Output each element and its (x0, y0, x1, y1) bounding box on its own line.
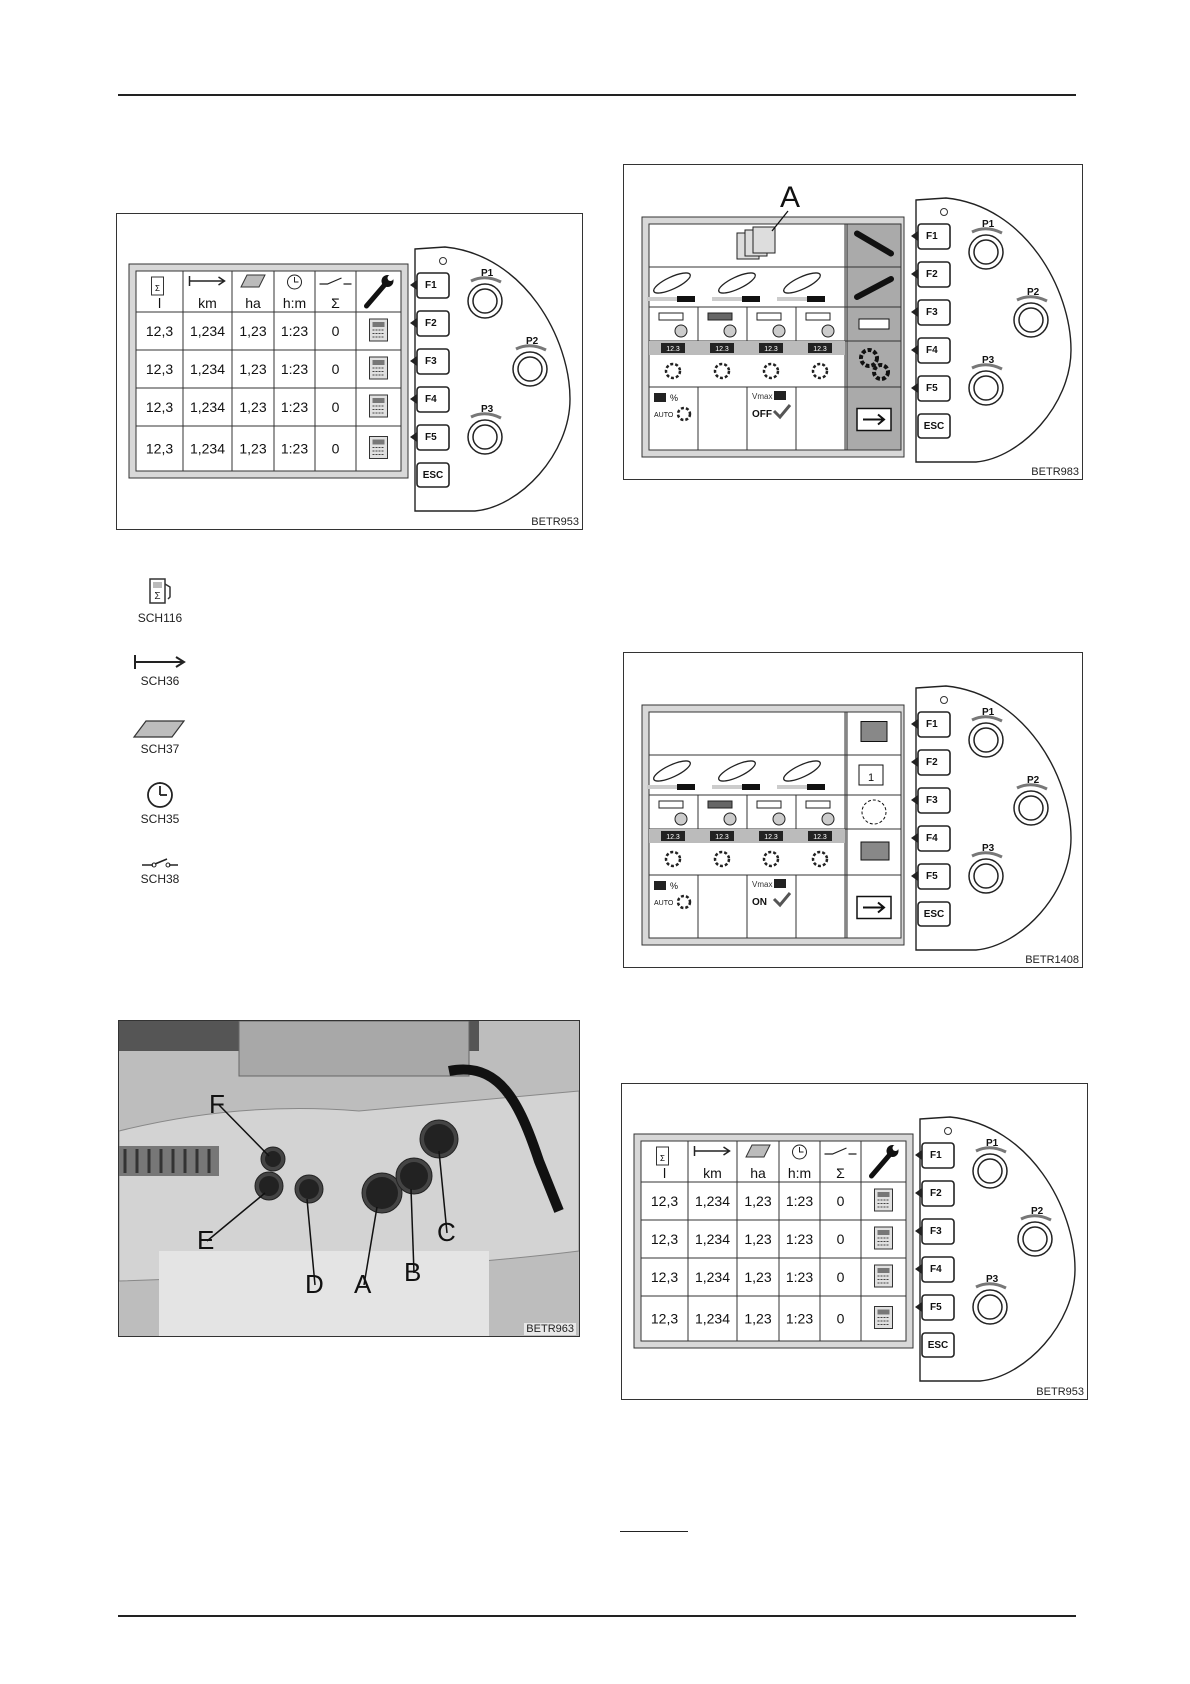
unit-label: l (662, 1165, 667, 1181)
table-cell: 1,234 (189, 440, 226, 457)
preset-label: P2 (526, 336, 539, 347)
table-cell: 0 (331, 440, 340, 457)
status-led (941, 209, 948, 216)
table-cell: 12,3 (650, 1269, 679, 1285)
key-pointer-icon (911, 345, 918, 355)
percent-label: % (670, 881, 679, 891)
trip-table-diagram (117, 214, 582, 529)
table-cell: 1,23 (239, 323, 267, 339)
keypad (911, 686, 1071, 950)
unit-label: ha (750, 1165, 766, 1181)
preset-label: P3 (982, 843, 995, 854)
level-track (777, 297, 807, 301)
knob-inner (473, 425, 497, 449)
sensor-icon (859, 319, 889, 329)
lower-panel (159, 1251, 489, 1336)
table-cell: 1,23 (744, 1310, 772, 1327)
vmax-label: Vmax (752, 880, 773, 889)
esc-key[interactable] (417, 463, 449, 487)
table-cell: 12,3 (145, 399, 174, 415)
value-chip (654, 393, 666, 402)
value-chip (774, 879, 786, 888)
knob-inner (974, 728, 998, 752)
footer-rule (118, 1615, 1076, 1617)
knob-inner (974, 376, 998, 400)
key-label: F5 (926, 383, 938, 394)
sensor-icon (708, 313, 732, 320)
key-pointer-icon (915, 1150, 922, 1160)
unit-label: l (157, 295, 162, 311)
key-pointer-icon (911, 383, 918, 393)
legend-item-sch37 (125, 718, 195, 756)
level-bar (807, 296, 825, 302)
value-text: 12.3 (764, 346, 778, 353)
socket-label: A (354, 1269, 372, 1299)
key-label: F1 (425, 280, 437, 291)
unit-label: h:m (282, 295, 307, 311)
svg-text:Σ: Σ (154, 591, 161, 602)
key-pointer-icon (911, 757, 918, 767)
legend-item-sch38 (125, 856, 195, 886)
esc-key[interactable] (918, 902, 950, 926)
table-cell: 1:23 (280, 440, 309, 457)
level-track (647, 297, 677, 301)
gauge-icon (724, 325, 736, 337)
table-cell: 12,3 (145, 440, 174, 457)
calculator-display (373, 440, 385, 445)
gauge-icon (773, 813, 785, 825)
socket-label: F (209, 1089, 225, 1119)
figure-ref: BETR1408 (1025, 954, 1079, 966)
key-label: F4 (930, 1264, 942, 1275)
socket-label: E (197, 1225, 215, 1255)
preset-label: P1 (982, 219, 995, 230)
value-text: 12.3 (715, 834, 729, 841)
area-parallelogram-icon (132, 718, 188, 740)
socket-label: B (404, 1257, 422, 1287)
key-pointer-icon (915, 1226, 922, 1236)
calculator-display (373, 398, 385, 403)
key-label: F2 (926, 269, 938, 280)
value-text: 12.3 (764, 834, 778, 841)
table-cell: 0 (331, 361, 340, 377)
key-label: F3 (930, 1226, 942, 1237)
level-track (712, 297, 742, 301)
screen (641, 1141, 906, 1341)
table-cell: 1,23 (744, 1269, 772, 1285)
key-label: F3 (926, 795, 938, 806)
trip-table-figure-2 (621, 1083, 1088, 1400)
table-cell: 1:23 (785, 1193, 814, 1209)
table-cell: 1:23 (280, 323, 309, 339)
counter-label: 1 (867, 772, 875, 784)
unit-label: Σ (836, 1165, 845, 1181)
unit-label: ha (245, 295, 261, 311)
harvester-icon (861, 722, 887, 742)
legend-code: SCH38 (140, 872, 180, 886)
key-label: F2 (930, 1188, 942, 1199)
preset-label: P2 (1027, 287, 1040, 298)
key-pointer-icon (911, 307, 918, 317)
knob-inner (1019, 796, 1043, 820)
table-cell: 1,23 (744, 1231, 772, 1247)
legend-code: SCH116 (137, 611, 183, 625)
gauge-icon (724, 813, 736, 825)
calculator-display (878, 1192, 890, 1197)
table-cell: 1,234 (189, 361, 226, 377)
keypad (911, 198, 1071, 462)
unit-label: km (703, 1165, 722, 1181)
trip-table-figure (116, 213, 583, 530)
sockets-illustration (119, 1021, 579, 1336)
key-pointer-icon (410, 280, 417, 290)
key-label: ESC (923, 909, 945, 920)
socket-e-inner (259, 1176, 279, 1196)
table-cell: 1,234 (189, 399, 226, 415)
table-cell: 1,23 (744, 1193, 772, 1209)
state-label: ON (752, 897, 767, 908)
preset-label: P1 (481, 268, 494, 279)
table-cell: 1:23 (785, 1231, 814, 1247)
tractor-icon (861, 842, 889, 860)
key-pointer-icon (911, 871, 918, 881)
calculator-display (878, 1230, 890, 1235)
key-label: F5 (425, 432, 437, 443)
legend-code: SCH37 (140, 742, 180, 756)
value-text: 12.3 (666, 346, 680, 353)
key-pointer-icon (915, 1302, 922, 1312)
table-cell: 1,234 (694, 1310, 731, 1327)
knob-inner (974, 240, 998, 264)
table-cell: 12,3 (650, 1231, 679, 1247)
key-label: F5 (926, 871, 938, 882)
trip-table-diagram-2 (622, 1084, 1087, 1399)
legend-item-sch36 (125, 652, 195, 688)
socket-b-inner (400, 1162, 428, 1190)
preset-label: P3 (481, 404, 494, 415)
level-track (647, 785, 677, 789)
table-cell: 1,23 (239, 399, 267, 415)
fuel-sum-icon (145, 575, 175, 609)
percent-label: % (670, 393, 679, 403)
main-menu-figure (623, 164, 1083, 480)
table-cell: 12,3 (650, 1193, 679, 1209)
key-pointer-icon (911, 795, 918, 805)
key-pointer-icon (410, 432, 417, 442)
header-rule (118, 94, 1076, 96)
table-cell: 1:23 (785, 1269, 814, 1285)
key-label: F3 (425, 356, 437, 367)
key-pointer-icon (911, 231, 918, 241)
switch-icon (140, 856, 180, 870)
table-cell: 12,3 (145, 361, 174, 377)
vent-grille (119, 1146, 219, 1176)
figure-ref: BETR953 (1036, 1386, 1084, 1398)
table-cell: 1,23 (239, 361, 267, 377)
level-bar (742, 296, 760, 302)
esc-key[interactable] (922, 1333, 954, 1357)
key-label: F4 (425, 394, 437, 405)
status-led (941, 697, 948, 704)
table-cell: 12,3 (650, 1310, 679, 1327)
table-cell: 1,23 (239, 440, 267, 457)
main-menu-alt-diagram (624, 653, 1082, 967)
table-cell: 0 (836, 1310, 845, 1327)
auto-label: AUTO (654, 900, 674, 907)
preset-label: P3 (986, 1274, 999, 1285)
figure-ref: BETR963 (526, 1323, 574, 1335)
unit-label: km (198, 295, 217, 311)
sensor-icon (757, 801, 781, 808)
legend-item-sch116 (125, 575, 195, 625)
key-pointer-icon (911, 269, 918, 279)
table-cell: 12,3 (145, 323, 174, 339)
socket-c-inner (424, 1124, 454, 1154)
sensor-icon (708, 801, 732, 808)
key-label: F1 (926, 231, 938, 242)
wrench-jaw (893, 1145, 899, 1151)
key-pointer-icon (410, 394, 417, 404)
level-bar (677, 784, 695, 790)
sensor-icon (806, 313, 830, 320)
level-bar (677, 296, 695, 302)
data-sheet-icon (753, 227, 775, 253)
key-pointer-icon (410, 356, 417, 366)
knob-inner (1023, 1227, 1047, 1251)
level-bar (742, 784, 760, 790)
level-track (712, 785, 742, 789)
legend-code: SCH35 (140, 812, 180, 826)
knob-inner (974, 864, 998, 888)
calculator-display (878, 1268, 890, 1273)
table-cell: 0 (836, 1269, 845, 1285)
gauge-icon (675, 325, 687, 337)
wrench-jaw (388, 275, 394, 281)
table-cell: 1:23 (280, 399, 309, 415)
key-pointer-icon (911, 833, 918, 843)
table-cell: 0 (331, 323, 340, 339)
table-cell: 0 (836, 1231, 845, 1247)
key-pointer-icon (915, 1188, 922, 1198)
key-pointer-icon (410, 318, 417, 328)
calculator-display (373, 360, 385, 365)
preset-label: P1 (986, 1138, 999, 1149)
table-cell: 0 (836, 1193, 845, 1209)
legend-code: SCH36 (140, 674, 180, 688)
calculator-display (373, 322, 385, 327)
key-label: F2 (425, 318, 437, 329)
calculator-display (878, 1310, 890, 1315)
key-label: ESC (422, 470, 444, 481)
value-text: 12.3 (715, 346, 729, 353)
knob-inner (1019, 308, 1043, 332)
key-label: F3 (926, 307, 938, 318)
figure-ref: BETR953 (531, 516, 579, 528)
sensor-icon (757, 313, 781, 320)
key-label: ESC (923, 421, 945, 432)
table-cell: 1,234 (694, 1269, 731, 1285)
socket-label: D (305, 1269, 324, 1299)
unit-label: h:m (787, 1165, 812, 1181)
legend-item-sch35 (125, 780, 195, 826)
table-cell: 1,234 (189, 323, 226, 339)
level-bar (807, 784, 825, 790)
key-label: F5 (930, 1302, 942, 1313)
unit-label: Σ (331, 295, 340, 311)
status-led (440, 258, 447, 265)
preset-label: P2 (1027, 775, 1040, 786)
socket-a-inner (366, 1177, 398, 1209)
callout-label: A (779, 181, 801, 214)
main-menu-diagram (624, 165, 1082, 479)
key-label: F2 (926, 757, 938, 768)
sigma-glyph: Σ (660, 1154, 665, 1163)
auto-label: AUTO (654, 412, 674, 419)
gauge-icon (773, 325, 785, 337)
state-label: OFF (752, 409, 772, 420)
keypad (915, 1117, 1075, 1381)
gauge-icon (822, 325, 834, 337)
keypad (410, 247, 570, 511)
knob-inner (978, 1159, 1002, 1183)
table-cell: 0 (331, 399, 340, 415)
esc-key[interactable] (918, 414, 950, 438)
table-cell: 1,234 (694, 1231, 731, 1247)
clock-icon (145, 780, 175, 810)
screen (136, 271, 401, 471)
knob-inner (978, 1295, 1002, 1319)
main-menu-alt-figure (623, 652, 1083, 968)
preset-label: P1 (982, 707, 995, 718)
sensor-icon (659, 801, 683, 808)
key-label: F4 (926, 345, 938, 356)
key-label: F1 (930, 1150, 942, 1161)
status-led (945, 1128, 952, 1135)
text-underline (620, 1531, 688, 1532)
level-track (777, 785, 807, 789)
sensor-icon (806, 801, 830, 808)
socket-label: C (437, 1217, 456, 1247)
key-label: F4 (926, 833, 938, 844)
display-housing (239, 1021, 469, 1076)
sensor-icon (659, 313, 683, 320)
key-label: F1 (926, 719, 938, 730)
table-cell: 1,234 (694, 1193, 731, 1209)
distance-arrow-icon (132, 652, 188, 672)
value-chip (774, 391, 786, 400)
sockets-photo (118, 1020, 580, 1337)
figure-ref: BETR983 (1031, 466, 1079, 478)
knob-inner (518, 357, 542, 381)
vmax-label: Vmax (752, 392, 773, 401)
gauge-icon (675, 813, 687, 825)
value-text: 12.3 (666, 834, 680, 841)
preset-label: P2 (1031, 1206, 1044, 1217)
table-cell: 1:23 (280, 361, 309, 377)
knob-inner (473, 289, 497, 313)
value-chip (654, 881, 666, 890)
value-text: 12.3 (813, 834, 827, 841)
socket-d-inner (299, 1179, 319, 1199)
key-pointer-icon (915, 1264, 922, 1274)
table-cell: 1:23 (785, 1310, 814, 1327)
gauge-icon (822, 813, 834, 825)
key-label: ESC (927, 1340, 949, 1351)
key-pointer-icon (911, 719, 918, 729)
preset-label: P3 (982, 355, 995, 366)
sigma-glyph: Σ (155, 284, 160, 293)
value-text: 12.3 (813, 346, 827, 353)
